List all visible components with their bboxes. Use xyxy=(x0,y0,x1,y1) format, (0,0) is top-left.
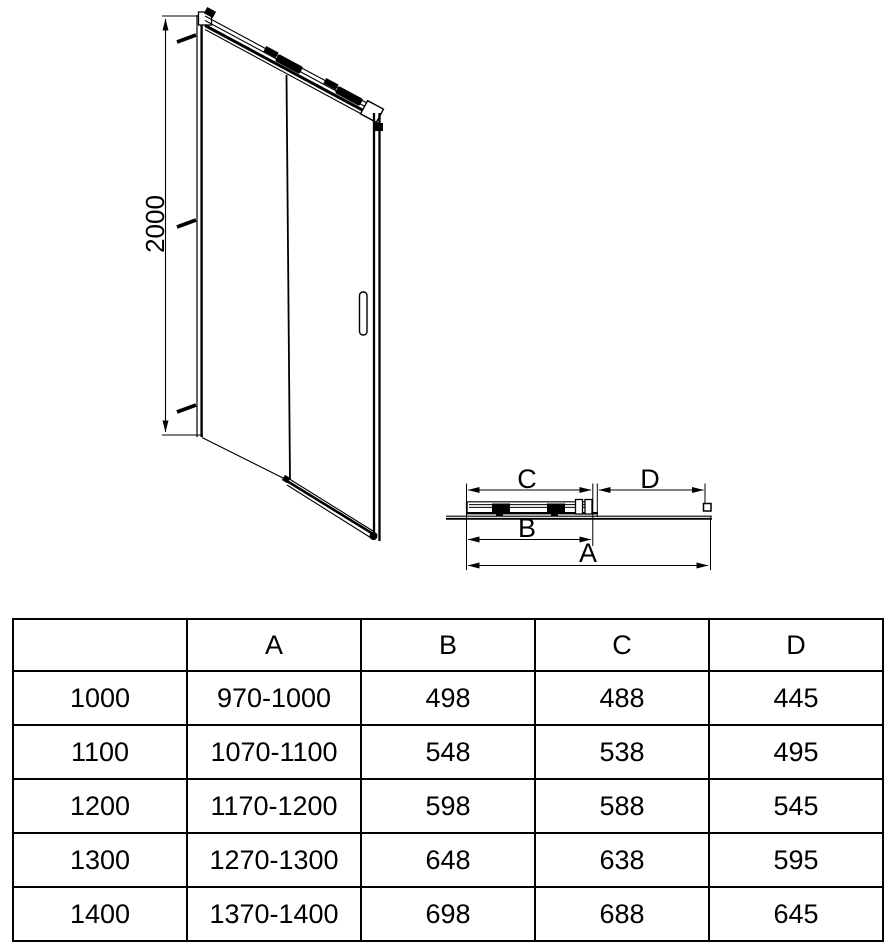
table-cell: 595 xyxy=(709,833,883,887)
table-cell: 445 xyxy=(709,671,883,725)
wall-bracket-stubs xyxy=(177,35,196,412)
row-label: 1300 xyxy=(13,833,187,887)
bottom-glass-edge xyxy=(202,438,289,482)
front-view-drawing xyxy=(140,7,383,541)
dim-label-b: B xyxy=(517,513,537,543)
door-right-stile xyxy=(374,113,380,541)
table-cell: 1070-1100 xyxy=(187,725,361,779)
table-cell: 495 xyxy=(709,725,883,779)
table-cell: 645 xyxy=(709,887,883,941)
door-handle xyxy=(360,292,368,335)
plan-view-drawing xyxy=(446,464,712,570)
table-row xyxy=(13,725,883,779)
column-header-a: A xyxy=(187,619,361,671)
table-cell: 970-1000 xyxy=(187,671,361,725)
bottom-rail xyxy=(282,475,378,540)
table-cell: 548 xyxy=(361,725,535,779)
table-cell: 688 xyxy=(535,887,709,941)
column-header-b: B xyxy=(361,619,535,671)
table-cell: 1370-1400 xyxy=(187,887,361,941)
table-cell: 498 xyxy=(361,671,535,725)
table-row xyxy=(13,671,883,725)
table-cell: 698 xyxy=(361,887,535,941)
table-cell: 638 xyxy=(535,833,709,887)
row-label: 1200 xyxy=(13,779,187,833)
column-header-d: D xyxy=(709,619,883,671)
fixed-panel-edge xyxy=(287,75,291,480)
top-rail xyxy=(205,16,383,131)
roller-carriage xyxy=(263,46,363,106)
row-label: 1400 xyxy=(13,887,187,941)
bottom-rail-cap xyxy=(370,532,378,540)
table-row xyxy=(13,887,883,941)
table-cell: 545 xyxy=(709,779,883,833)
column-header-c: C xyxy=(535,619,709,671)
table-header-row xyxy=(13,619,883,671)
plan-panel-end-bracket xyxy=(704,504,712,512)
table-cell: 1170-1200 xyxy=(187,779,361,833)
table-cell: 598 xyxy=(361,779,535,833)
height-dimension-label: 2000 xyxy=(140,195,170,253)
table-cell: 588 xyxy=(535,779,709,833)
plan-rail-assembly xyxy=(466,500,598,517)
dim-label-c: C xyxy=(517,464,537,494)
table-cell: 648 xyxy=(361,833,535,887)
dimensions-table xyxy=(12,618,884,942)
height-dimension xyxy=(140,16,209,435)
row-label: 1100 xyxy=(13,725,187,779)
wall-profile xyxy=(197,7,216,437)
row-label: 1000 xyxy=(13,671,187,725)
dim-label-d: D xyxy=(640,464,660,494)
table-cell: 488 xyxy=(535,671,709,725)
table-row xyxy=(13,779,883,833)
dim-label-a: A xyxy=(578,538,598,568)
table-row xyxy=(13,833,883,887)
column-header-blank xyxy=(13,619,187,671)
table-cell: 538 xyxy=(535,725,709,779)
table-cell: 1270-1300 xyxy=(187,833,361,887)
